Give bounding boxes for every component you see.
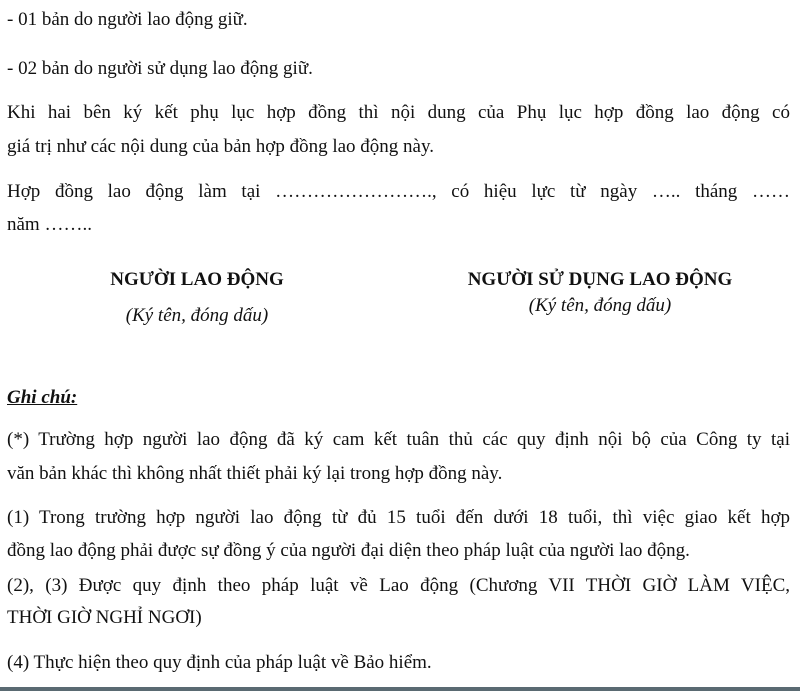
appendix-clause-line-2: giá trị như các nội dung của bản hợp đồng lao động này. [7, 136, 434, 157]
note-2-3-line-2: THỜI GIỜ NGHỈ NGƠI) [7, 607, 202, 628]
made-at-line-2: năm …….. [7, 214, 92, 235]
employer-signature-sub: (Ký tên, đóng dấu) [528, 295, 672, 316]
note-4-line-1: (4) Thực hiện theo quy định của pháp luật về Bảo hiểm. [7, 652, 432, 673]
note-1-line-2: đồng lao động phải được sự đồng ý của người đại diện theo pháp luật của người lao động. [7, 540, 690, 561]
note-2-3-line-1: (2), (3) Được quy định theo pháp luật về Lao động (Chương VII THỜI GIỜ LÀM VIỆC, [7, 575, 790, 596]
copy-employee-line: - 01 bản do người lao động giữ. [7, 9, 248, 30]
appendix-clause-line-1: Khi hai bên ký kết phụ lục hợp đồng thì nội dung của Phụ lục hợp đồng lao động có [7, 102, 790, 123]
note-star-line-1: (*) Trường hợp người lao động đã ký cam kết tuân thủ các quy định nội bộ của Công ty tại [7, 429, 790, 450]
bottom-border [0, 687, 800, 691]
note-1-line-1: (1) Trong trường hợp người lao động từ đủ 15 tuổi đến dưới 18 tuổi, thì việc giao kết hợp [7, 507, 790, 528]
copy-employer-line: - 02 bản do người sử dụng lao động giữ. [7, 58, 313, 79]
employer-signature-title: NGƯỜI SỬ DỤNG LAO ĐỘNG [467, 269, 733, 290]
note-star-line-2: văn bản khác thì không nhất thiết phải ký lại trong hợp đồng này. [7, 463, 503, 484]
made-at-line-1: Hợp đồng lao động làm tại ……………………., có hiệu lực từ ngày ….. tháng …… [7, 181, 790, 202]
employee-signature-title: NGƯỜI LAO ĐỘNG [110, 269, 284, 290]
notes-heading [7, 386, 790, 410]
employee-signature-sub: (Ký tên, đóng dấu) [125, 305, 269, 326]
notes-heading-text: Ghi chú: [7, 387, 78, 408]
